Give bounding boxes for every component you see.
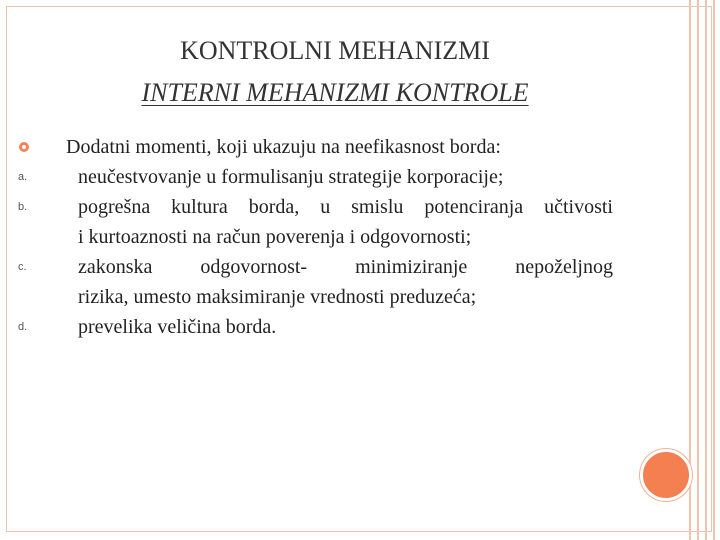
decor-stripe xyxy=(705,0,707,540)
list-marker: a. xyxy=(18,171,28,183)
intro-item xyxy=(0,132,640,162)
list-item-line: prevelika veličina borda. xyxy=(78,316,277,338)
list-item-line: rizika, umesto maksimiranje vrednosti preduzeća; xyxy=(78,286,477,308)
content-list xyxy=(0,132,640,342)
list-item-line: i kurtoaznosti na račun poverenja i odgovornosti; xyxy=(78,226,472,248)
list-item xyxy=(0,162,640,192)
list-marker: c. xyxy=(18,261,27,273)
list-marker: d. xyxy=(18,321,28,333)
list-item-line: zakonska odgovornost- minimiziranje nepoželjnog xyxy=(78,256,613,278)
list-item-line: pogrešna kultura borda, u smislu potenciranja učtivosti xyxy=(78,196,613,218)
list-item xyxy=(0,312,640,342)
intro-text: Dodatni momenti, koji ukazuju na neefikasnost borda: xyxy=(66,136,501,158)
decor-stripe xyxy=(697,0,699,540)
gear-bullet-icon xyxy=(18,141,30,153)
list-item xyxy=(0,252,640,312)
decor-circle xyxy=(640,449,692,501)
list-marker: b. xyxy=(18,201,28,213)
list-item xyxy=(0,192,640,252)
slide-title: KONTROLNI MEHANIZMI xyxy=(180,36,490,65)
slide-subtitle: INTERNI MEHANIZMI KONTROLE xyxy=(141,78,529,107)
decor-stripe xyxy=(713,0,715,540)
decor-stripe xyxy=(689,0,691,540)
list-item-line: neučestvovanje u formulisanju strategije korporacije; xyxy=(78,166,504,188)
